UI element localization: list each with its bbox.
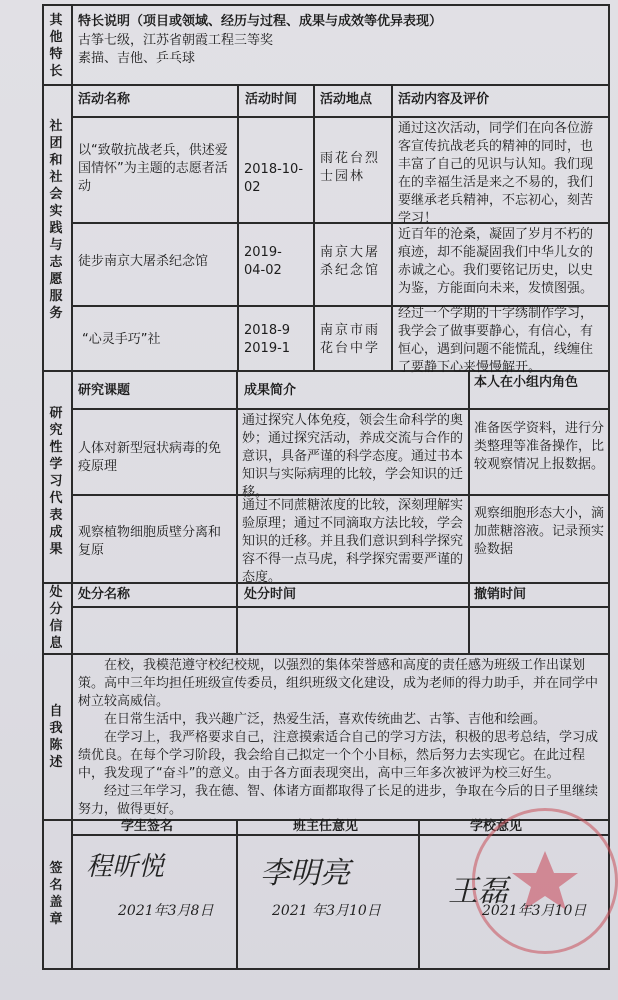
research-row-role: 准备医学资料，进行分类整理等准备操作，比较观察情况上报数据。 bbox=[474, 421, 605, 472]
special-line: 古筝七级，江苏省朝霞工程三等奖 bbox=[78, 33, 274, 48]
special-line: 素描、吉他、乒乓球 bbox=[78, 51, 196, 66]
col-separator bbox=[236, 582, 238, 654]
self-paragraph: 在校，我模范遵守校纪校规，以强烈的集体荣誉感和高度的责任感为班级工作出谋划策。高中三年均担任班级宣传委员，组织班级文化建设，成为老师的得力助手，并在同学中树立较高威信。 bbox=[78, 658, 599, 709]
section-label-research: 研究性学习代表成果 bbox=[49, 406, 63, 557]
col-separator bbox=[418, 819, 420, 969]
social-row-place: 南京大屠杀纪念馆 bbox=[320, 245, 381, 278]
sign-header-student: 学生签名 bbox=[121, 819, 174, 834]
section-label-special: 其他特长 bbox=[49, 13, 63, 79]
col-separator bbox=[468, 370, 470, 583]
social-row-place: 南京市雨花台中学 bbox=[320, 323, 381, 356]
row-separator bbox=[71, 408, 609, 410]
social-row-name: 以“致敬抗战老兵，供述爱国情怀”为主题的志愿者活动 bbox=[78, 143, 228, 194]
col-separator bbox=[468, 582, 470, 654]
social-row-content: 通过这次活动，同学们在向各位游客宣传抗战老兵的精神的同时，也丰富了自己的见识与认知。我们现在的幸福生活是来之不易的，我们要继承老兵精神，不忘初心，刻苦学习！ bbox=[398, 121, 594, 226]
row-separator bbox=[71, 116, 609, 118]
social-row-time: 2018-9 2019-1 bbox=[244, 323, 295, 356]
sign-header-school: 学校意见 bbox=[470, 819, 523, 834]
student-signature: 程昕悦 bbox=[86, 852, 165, 882]
research-row-summary: 通过不同蔗糖浓度的比较，深刻理解实验原理；通过不同滴取方法比较，学会知识的迁移。并且我们意识到科学探究容不得一点马虎，科学探究需要严谨的态度。 bbox=[242, 498, 464, 585]
school-signature: 王磊 bbox=[448, 874, 508, 909]
social-header-time: 活动时间 bbox=[245, 92, 298, 107]
research-header-role: 本人在小组内角色 bbox=[474, 375, 579, 390]
bottom-border bbox=[42, 968, 609, 970]
sign-header-teacher: 班主任意见 bbox=[293, 819, 359, 834]
section-label-divider bbox=[71, 4, 73, 970]
row-separator bbox=[42, 653, 609, 655]
self-paragraph: 在日常生活中，我兴趣广泛，热爱生活，喜欢传统曲艺、古筝、吉他和绘画。 bbox=[104, 712, 547, 727]
school-sign-date: 2021年3月10日 bbox=[482, 903, 587, 919]
discipline-header-time: 处分时间 bbox=[244, 587, 297, 602]
social-row-content: 近百年的沧桑，凝固了岁月不朽的痕迹，却不能凝固我们中华儿女的赤诚之心。我们要铭记历史，以史为鉴，方能面向未来，发愤图强。 bbox=[398, 227, 594, 296]
self-paragraph: 经过三年学习，我在德、智、体诸方面都取得了长足的进步，争取在今后的日子里继续努力，做得更好。 bbox=[78, 784, 599, 817]
social-header-content: 活动内容及评价 bbox=[398, 92, 490, 107]
discipline-header-revoke: 撤销时间 bbox=[474, 587, 527, 602]
social-row-name: 徒步南京大屠杀纪念馆 bbox=[78, 254, 209, 269]
section-label-social: 社团和社会实践与志愿服务 bbox=[49, 119, 63, 321]
research-row-topic: 观察植物细胞质壁分离和复原 bbox=[78, 525, 222, 558]
top-border bbox=[42, 4, 609, 6]
research-row-summary: 通过探究人体免疫，领会生命科学的奥妙；通过探究活动，养成交流与合作的意识，具备严谨的科学态度。通过书本知识与实际病理的比较，学会知识的迁移。 bbox=[242, 413, 464, 500]
student-sign-date: 2021年3月8日 bbox=[118, 903, 214, 919]
social-row-time: 2019-04-02 bbox=[244, 245, 282, 278]
outer-left-border bbox=[42, 4, 44, 970]
social-row-time: 2018-10-02 bbox=[244, 162, 304, 195]
col-separator bbox=[236, 819, 238, 969]
research-row-topic: 人体对新型冠状病毒的免疫原理 bbox=[78, 441, 222, 474]
section-label-self: 自我陈述 bbox=[49, 704, 63, 770]
row-separator bbox=[71, 606, 609, 608]
self-paragraph: 在学习上，我严格要求自己，注意摸索适合自己的学习方法，积极的思考总结，学习成绩优良。在每个学习阶段，我会给自己拟定一个个小目标，然后努力去实现它。在此过程中，我发现了“奋斗”的意义。由于各方面表现突出，高中三年多次被评为校三好生。 bbox=[78, 730, 599, 781]
col-separator bbox=[391, 84, 393, 371]
research-header-topic: 研究课题 bbox=[78, 383, 131, 398]
research-row-role: 观察细胞形态大小，滴加蔗糖溶液。记录预实验数据 bbox=[474, 506, 605, 557]
col-separator bbox=[237, 84, 239, 371]
social-header-place: 活动地点 bbox=[320, 92, 373, 107]
col-separator bbox=[236, 370, 238, 583]
social-row-name: “心灵手巧”社 bbox=[82, 332, 161, 347]
research-header-summary: 成果简介 bbox=[244, 383, 297, 398]
teacher-signature: 李明亮 bbox=[260, 856, 350, 891]
row-separator bbox=[42, 84, 609, 86]
social-header-name: 活动名称 bbox=[78, 92, 131, 107]
social-row-content: 经过一个学期的十字绣制作学习，我学会了做事要静心，有信心，有恒心，遇到问题不能慌乱，线缠住了要静下心来慢慢解开。 bbox=[398, 306, 594, 375]
section-label-discipline: 处分信息 bbox=[49, 585, 63, 651]
special-title: 特长说明（项目或领域、经历与过程、成果与成效等优异表现） bbox=[78, 14, 443, 29]
section-label-sign: 签名盖章 bbox=[49, 861, 63, 927]
teacher-sign-date: 2021 年3月10日 bbox=[272, 903, 381, 919]
col-separator bbox=[313, 84, 315, 371]
discipline-header-name: 处分名称 bbox=[78, 587, 131, 602]
social-row-place: 雨花台烈士园林 bbox=[320, 151, 381, 184]
